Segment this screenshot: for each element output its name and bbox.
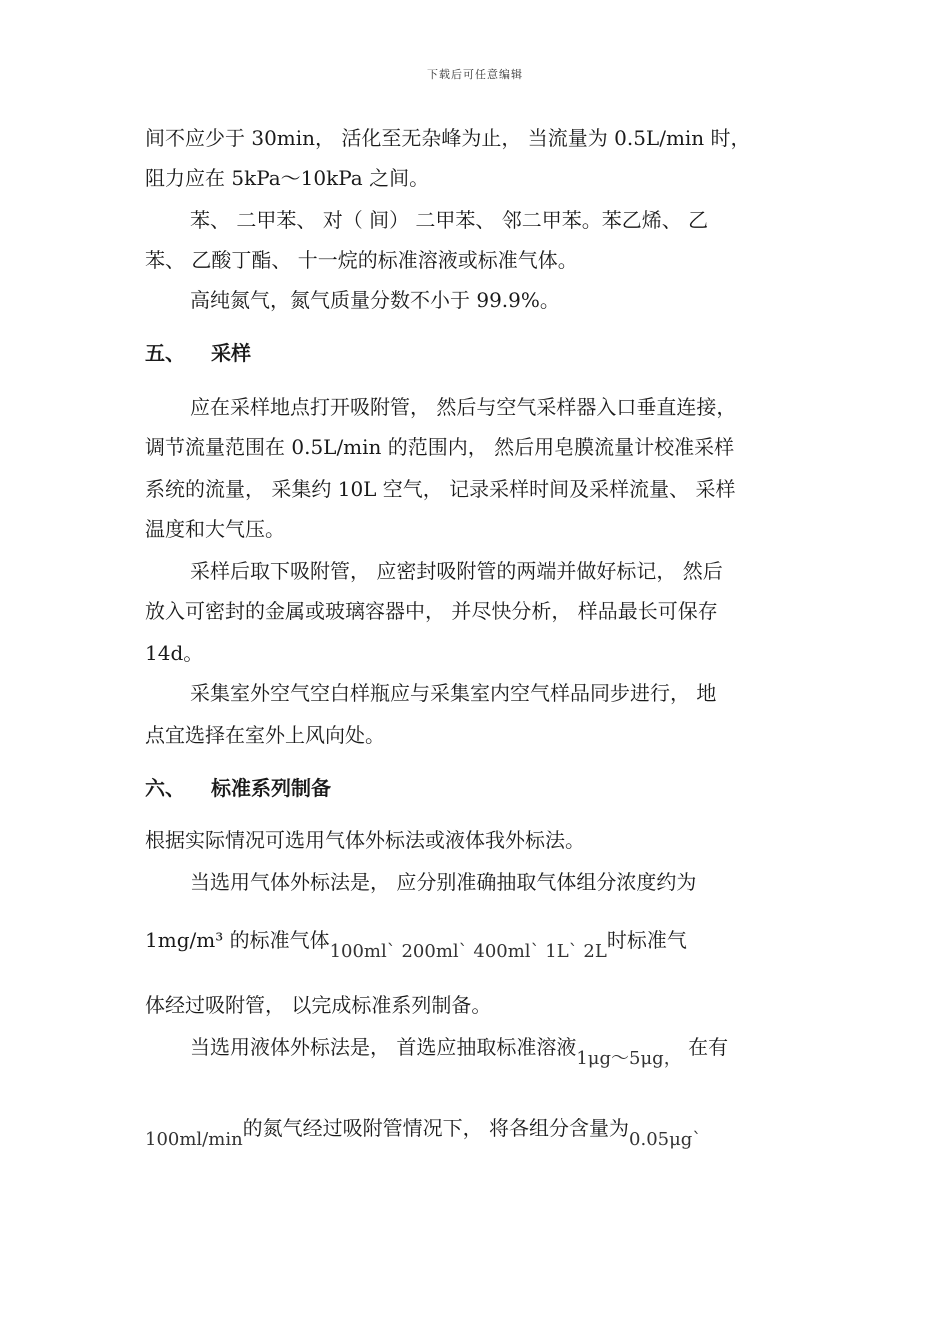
section-title: 标准系列制备 [211,776,331,800]
text-line: 采集室外空气空白样瓶应与采集室内空气样品同步进行， 地 [190,681,717,705]
text-line: 点宜选择在室外上风向处。 [145,723,385,747]
text-line: 系统的流量， 采集约 10L 空气， 记录采样时间及采样流量、 采样 [145,477,736,501]
text-line: 调节流量范围在 0.5L/min 的范围内， 然后用皂膜流量计校准采样 [145,435,735,459]
text-line: 放入可密封的金属或玻璃容器中， 并尽快分析， 样品最长可保存 [145,599,718,623]
text-line: 苯、 二甲苯、 对（ 间） 二甲苯、 邻二甲苯。苯乙烯、 乙 [190,208,709,232]
text-line: 当选用气体外标法是， 应分别准确抽取气体组分浓度约为 [190,870,697,894]
section-heading-sampling [145,343,251,363]
text-line: 采样后取下吸附管， 应密封吸附管的两端并做好标记， 然后 [190,559,723,583]
section-title: 采样 [211,341,251,365]
volume-list: 100ml` 200ml` 400ml` 1L` 2L [329,941,607,962]
text-fragment: 在有 [681,1035,729,1059]
text-fragment: 当选用液体外标法是， 首选应抽取标准溶液 [190,1035,577,1059]
text-line: 体经过吸附管， 以完成标准系列制备。 [145,993,492,1017]
section-heading-standard-series [145,778,331,798]
text-line-with-subscript [145,1116,702,1150]
page-header: 下载后可任意编辑 [427,68,523,81]
text-line: 根据实际情况可选用气体外标法或液体我外标法。 [145,828,585,852]
text-line: 应在采样地点打开吸附管， 然后与空气采样器入口垂直连接， [190,395,737,419]
text-fragment: 时标准气 [606,928,687,952]
text-line: 高纯氮气，氮气质量分数不小于 99.9%。 [190,288,560,312]
text-line: 间不应少于 30min， 活化至无杂峰为止， 当流量为 0.5L/min 时， [145,126,751,150]
text-line-with-subscript [190,1035,729,1069]
text-line-with-subscript [145,928,687,962]
section-number: 六、 [145,776,185,800]
text-fragment: 1mg/m³ 的标准气体 [145,928,330,952]
text-line: 阻力应在 5kPa～10kPa 之间。 [145,166,430,190]
section-number: 五、 [145,341,185,365]
mass-value: 0.05μg` [629,1129,702,1150]
text-line: 苯、 乙酸丁酯、 十一烷的标准溶液或标准气体。 [145,248,578,272]
mass-range: 1μg～5μg， [576,1048,682,1069]
text-fragment: 的氮气经过吸附管情况下， 将各组分含量为 [242,1116,630,1140]
text-line: 14d。 [145,641,204,665]
flow-rate: 100ml/min [145,1129,243,1150]
text-line: 温度和大气压。 [145,517,285,541]
